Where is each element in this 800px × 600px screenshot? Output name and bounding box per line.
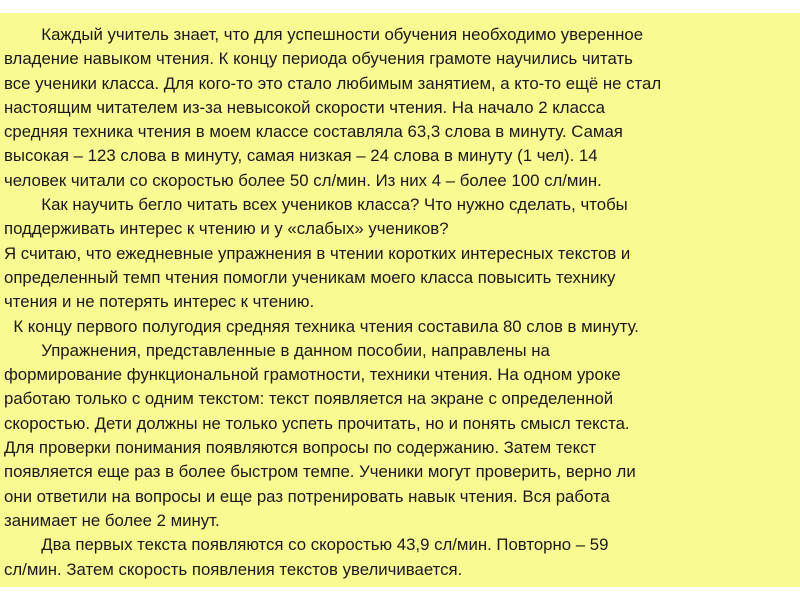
text-line: Упражнения, представленные в данном пособии, направлены на (4, 340, 550, 360)
text-line: человек читали со скоростью более 50 сл/мин. Из них 4 – более 100 сл/мин. (4, 170, 602, 190)
text-line: К концу первого полугодия средняя техника чтения составила 80 слов в минуту. (4, 316, 639, 336)
text-line: Два первых текста появляются со скоростью 43,9 сл/мин. Повторно – 59 (4, 535, 609, 555)
text-line: Я считаю, что ежедневные упражнения в чтении коротких интересных текстов и (4, 243, 631, 263)
text-line: средняя техника чтения в моем классе составляла 63,3 слова в минуту. Самая (4, 122, 623, 142)
text-line: определенный темп чтения помогли ученикам моего класса повысить технику (4, 267, 616, 287)
body-text (4, 23, 800, 582)
text-line: настоящим читателем из-за невысокой скорости чтения. На начало 2 класса (4, 97, 606, 117)
text-line: чтения и не потерять интерес к чтению. (4, 292, 315, 312)
text-line: формирование функциональной грамотности, техники чтения. На одном уроке (4, 365, 621, 385)
text-line: все ученики класса. Для кого-то это стало любимым занятием, а кто-то ещё не стал (4, 73, 662, 93)
text-line: они ответили на вопросы и еще раз потренировать навык чтения. Вся работа (4, 486, 610, 506)
text-line: занимает не более 2 минут. (4, 510, 220, 530)
text-line: скоростью. Дети должны не только успеть прочитать, но и понять смысл текста. (4, 413, 630, 433)
text-line: поддерживать интерес к чтению и у «слабых» учеников? (4, 219, 449, 239)
text-line: Для проверки понимания появляются вопросы по содержанию. Затем текст (4, 438, 597, 458)
text-line: владение навыком чтения. К концу периода обучения грамоте научились читать (4, 49, 633, 69)
text-panel (0, 13, 800, 587)
text-line: появляется еще раз в более быстром темпе. Ученики могут проверить, верно ли (4, 462, 636, 482)
text-line: сл/мин. Затем скорость появления текстов увеличивается. (4, 559, 463, 579)
text-line: высокая – 123 слова в минуту, самая низкая – 24 слова в минуту (1 чел). 14 (4, 146, 598, 166)
text-line: Как научить бегло читать всех учеников класса? Что нужно сделать, чтобы (4, 195, 628, 215)
text-line: Каждый учитель знает, что для успешности обучения необходимо уверенное (4, 25, 644, 44)
text-line: работаю только с одним текстом: текст появляется на экране с определенной (4, 389, 614, 409)
